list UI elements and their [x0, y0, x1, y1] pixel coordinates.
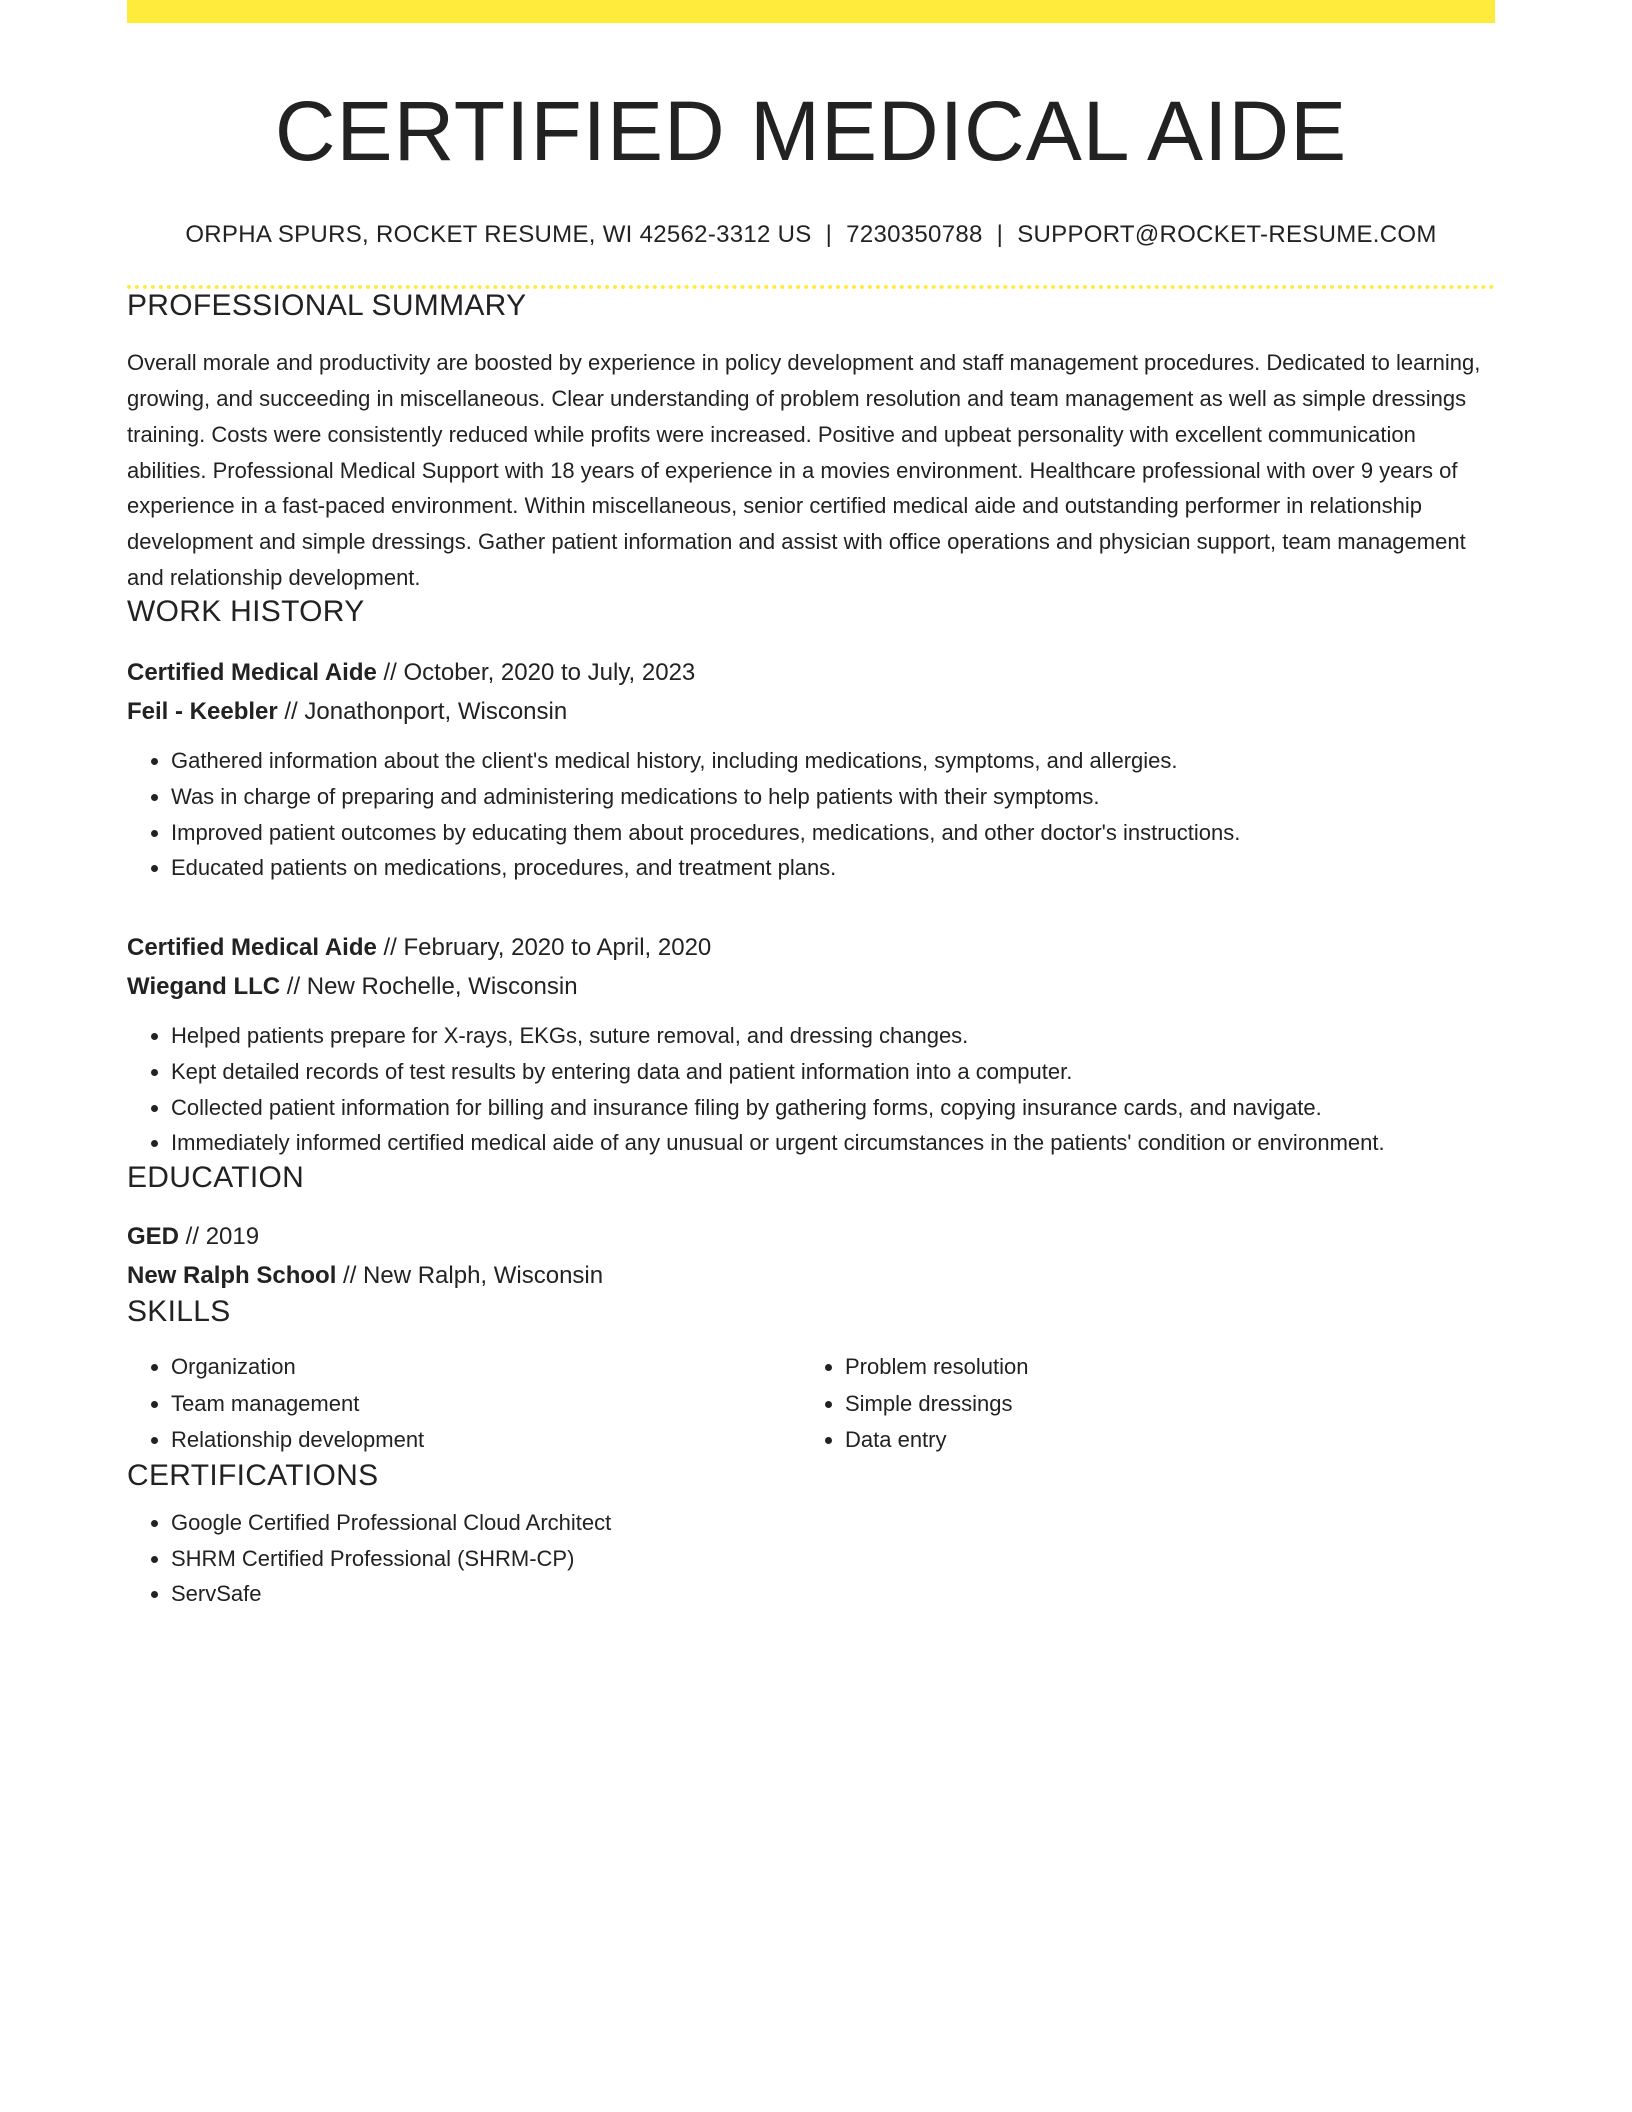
job-bullet: • Collected patient information for billing and insurance filing by gathering forms, copying insurance cards, and navigate.: [171, 1090, 1495, 1126]
education-year: // 2019: [179, 1222, 260, 1250]
skill-item: • Team management: [171, 1386, 801, 1423]
job-location: // New Rochelle, Wisconsin: [280, 973, 578, 1001]
skills-column-left: [127, 1349, 801, 1459]
certification-item: • Google Certified Professional Cloud Architect: [171, 1505, 1495, 1541]
job-bullet: • Was in charge of preparing and administering medications to help patients with their symptoms.: [171, 779, 1495, 815]
skills-heading: SKILLS: [127, 1294, 231, 1328]
education-degree: GED: [127, 1222, 180, 1250]
certification-item: • SHRM Certified Professional (SHRM-CP): [171, 1541, 1495, 1577]
job-entry: [127, 653, 1495, 886]
education-heading: EDUCATION: [127, 1160, 305, 1194]
job-company-line: [127, 692, 1495, 731]
education-location: // New Ralph, Wisconsin: [336, 1261, 604, 1289]
job-bullet: • Improved patient outcomes by educating them about procedures, medications, and other doctor's instructions.: [171, 815, 1495, 851]
resume-title: CERTIFIED MEDICAL AIDE: [274, 84, 1348, 178]
skills-column-right: [801, 1349, 1475, 1459]
job-title: Certified Medical Aide: [127, 659, 377, 687]
summary-heading: PROFESSIONAL SUMMARY: [127, 289, 527, 323]
resume-page: [127, 0, 1495, 1612]
top-accent-bar: [127, 0, 1495, 23]
job-company: Feil - Keebler: [127, 698, 278, 726]
contact-email: SUPPORT@ROCKET-RESUME.COM: [1017, 221, 1437, 249]
job-title: Certified Medical Aide: [127, 934, 377, 962]
summary-text: Overall morale and productivity are boosted by experience in policy development and staff management procedures. Dedicated to learning, growing, and succeeding in miscellaneous. Clear understanding of problem resolution and team management as well as simple dressings training. Costs were consistently reduced while profits were increased. Positive and upbeat personality with excellent communication abilities. Professional Medical Support with 18 years of experience in a movies environment. Healthcare professional with over 9 years of experience in a fast-paced environment. Within miscellaneous, senior certified medical aide and outstanding performer in relationship development and simple dressings. Gather patient information and assist with office operations and physician support, team management and relationship development.: [127, 350, 1481, 590]
job-company: Wiegand LLC: [127, 973, 281, 1001]
job-title-line: [127, 653, 1495, 692]
certifications-heading: CERTIFICATIONS: [127, 1459, 379, 1493]
certifications-list: [127, 1505, 1495, 1612]
contact-separator: |: [996, 221, 1004, 249]
job-bullet: • Educated patients on medications, procedures, and treatment plans.: [171, 850, 1495, 886]
contact-line: [127, 221, 1495, 249]
work-history-heading: WORK HISTORY: [127, 595, 365, 629]
job-title-line: [127, 928, 1495, 967]
contact-separator: |: [825, 221, 833, 249]
skill-item: • Data entry: [845, 1422, 1475, 1459]
education-entry: [127, 1217, 1495, 1295]
job-dates: // October, 2020 to July, 2023: [376, 659, 696, 687]
job-bullet: • Kept detailed records of test results by entering data and patient information into a computer.: [171, 1054, 1495, 1090]
job-bullet: • Helped patients prepare for X-rays, EKGs, suture removal, and dressing changes.: [171, 1018, 1495, 1054]
job-company-line: [127, 967, 1495, 1006]
contact-phone: 7230350788: [846, 221, 983, 249]
job-dates: // February, 2020 to April, 2020: [376, 934, 712, 962]
job-bullets: [127, 743, 1495, 886]
job-entry: [127, 928, 1495, 1161]
job-location: // Jonathonport, Wisconsin: [277, 698, 568, 726]
contact-address: ORPHA SPURS, ROCKET RESUME, WI 42562-3312 US: [185, 221, 812, 249]
job-bullet: • Gathered information about the client's medical history, including medications, symptoms, and allergies.: [171, 743, 1495, 779]
skill-item: • Simple dressings: [845, 1386, 1475, 1423]
education-school-line: [127, 1256, 1495, 1295]
education-degree-line: [127, 1217, 1495, 1256]
skill-item: • Problem resolution: [845, 1349, 1475, 1386]
job-bullet: • Immediately informed certified medical aide of any unusual or urgent circumstances in the patients' condition or environment.: [171, 1125, 1495, 1161]
skill-item: • Organization: [171, 1349, 801, 1386]
skills-grid: [127, 1349, 1495, 1459]
job-bullets: [127, 1018, 1495, 1161]
education-school: New Ralph School: [127, 1261, 337, 1289]
certification-item: • ServSafe: [171, 1576, 1495, 1612]
skill-item: • Relationship development: [171, 1422, 801, 1459]
